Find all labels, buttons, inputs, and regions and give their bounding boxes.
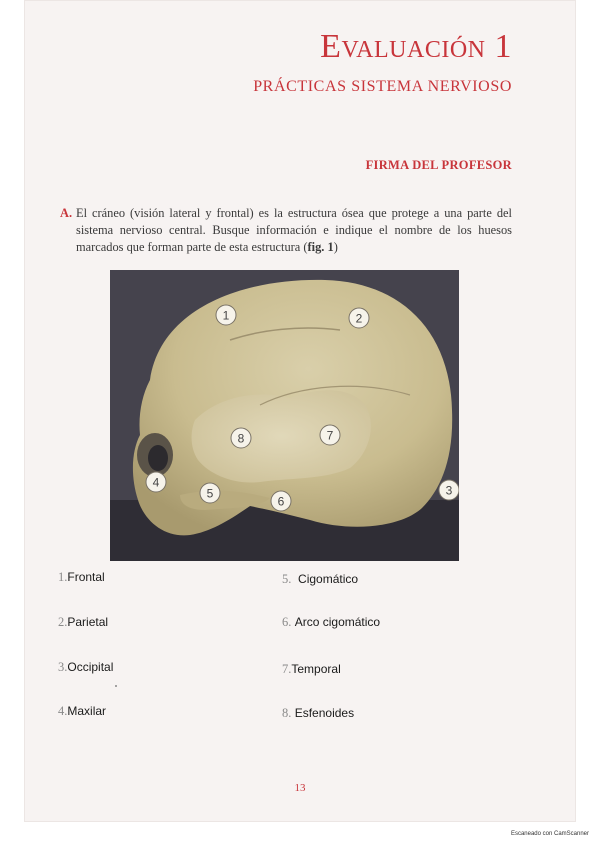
marker-5: [200, 483, 220, 503]
answer-number: 8.: [282, 706, 292, 720]
answer-text: Occipital: [67, 660, 114, 674]
answer-text: Frontal: [67, 570, 105, 584]
question-a: [60, 205, 512, 256]
page-number: 13: [294, 782, 306, 794]
question-text-block: [60, 205, 512, 256]
answer-text: Temporal: [291, 662, 341, 676]
page-subtitle: PRÁCTICAS SISTEMA NERVIOSO: [253, 78, 512, 95]
answer-text: Arco cigomático: [294, 615, 381, 629]
marker-8: [231, 428, 251, 448]
answer-number: 6.: [282, 615, 292, 629]
svg-text:1: 1: [222, 308, 230, 323]
answer-3: [58, 660, 113, 675]
temporal-region: [192, 390, 371, 482]
answer-number: 4.: [58, 704, 68, 718]
question-text: El cráneo (visión lateral y frontal) es la estructura ósea que protege a una parte del sistema nervioso central. Busque información e indique el nombre de los huesos marcados que forman parte de esta estructura (: [76, 206, 512, 254]
skull-illustration: [110, 270, 459, 561]
answer-4: [58, 704, 106, 719]
answer-text: Cigomático: [298, 572, 359, 586]
answer-7: [282, 662, 341, 677]
marker-1: [216, 305, 236, 325]
answer-text: Maxilar: [67, 704, 107, 718]
answer-1: [58, 570, 105, 585]
scanner-watermark: Escaneado con CamScanner: [510, 831, 589, 837]
eye-orbit-inner: [148, 445, 168, 471]
answer-number: 1.: [58, 570, 68, 584]
marker-6: [271, 491, 291, 511]
answer-2: [58, 615, 108, 630]
marker-2: [349, 308, 369, 328]
marker-7: [320, 425, 340, 445]
figure-reference: fig. 1: [307, 240, 334, 254]
svg-text:4: 4: [152, 475, 160, 490]
answer-8: [282, 706, 354, 721]
question-text-end: ): [333, 240, 338, 254]
svg-text:6: 6: [277, 494, 285, 509]
svg-text:8: 8: [237, 431, 245, 446]
svg-text:3: 3: [445, 483, 453, 498]
answer-6: [282, 615, 380, 630]
teacher-signature-label: FIRMA DEL PROFESOR: [365, 158, 512, 172]
answer-number: 7.: [282, 662, 292, 676]
answer-text: Parietal: [67, 615, 109, 629]
stray-mark: [115, 685, 117, 687]
answer-text: Esfenoides: [294, 706, 355, 720]
svg-text:7: 7: [326, 428, 334, 443]
answer-number: 2.: [58, 615, 68, 629]
answer-5: [282, 572, 358, 587]
answer-number: 5.: [282, 572, 292, 586]
page-title: Evaluación 1: [320, 28, 512, 65]
question-letter: A.: [60, 206, 73, 220]
marker-3: [439, 480, 459, 500]
marker-4: [146, 472, 166, 492]
skull-figure: [110, 270, 459, 561]
answer-number: 3.: [58, 660, 68, 674]
svg-text:2: 2: [355, 311, 363, 326]
svg-text:5: 5: [206, 486, 214, 501]
document-page: [24, 0, 576, 822]
